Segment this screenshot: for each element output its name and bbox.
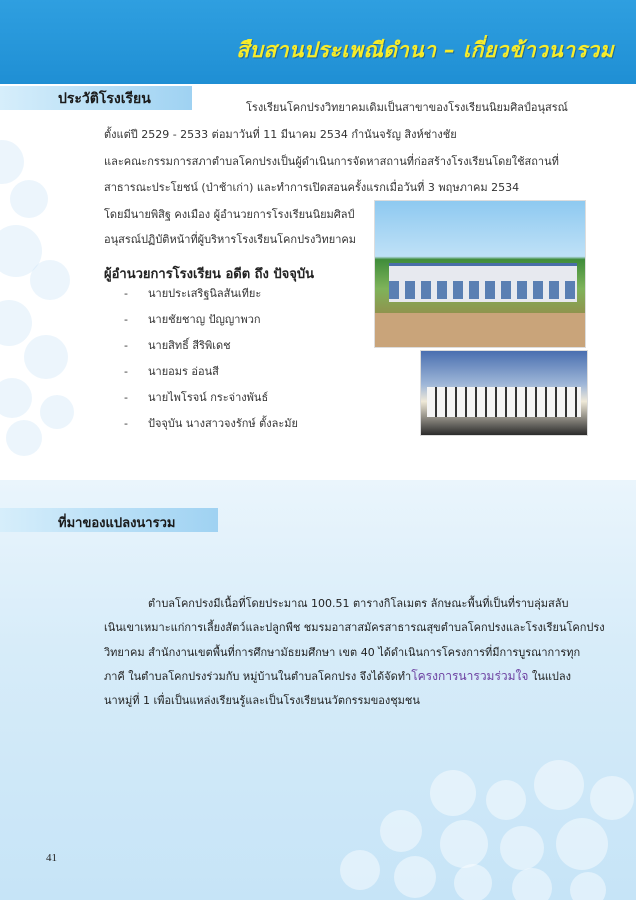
section-history-label: ประวัติโรงเรียน [58, 91, 151, 107]
origin-line-5: นาหมู่ที่ 1 เพื่อเป็นแหล่งเรียนรู้และเป็นโรงเรียนนวัตกรรมของชุมชน [104, 694, 420, 707]
directors-list [124, 284, 298, 440]
header-title: สืบสานประเพณีดำนา – เกี่ยวข้าวนารวม [236, 38, 614, 62]
section-origin-label: ที่มาของแปลงนารวม [58, 516, 176, 531]
list-item: - นายชัยชาญ ปัญญาพวก [124, 313, 261, 326]
history-line-1: โรงเรียนโคกปรงวิทยาคมเดิมเป็นสาขาของโรงเรียนนิยมศิลป์อนุสรณ์ [246, 101, 568, 114]
directors-heading: ผู้อำนวยการโรงเรียน อดีต ถึง ปัจจุบัน [104, 267, 315, 282]
list-item: - ปัจจุบัน นางสาวจงรักษ์ ตั้งละมัย [124, 417, 298, 430]
list-item: - นายไพโรจน์ กระจ่างพันธ์ [124, 391, 269, 404]
origin-line-1: ตำบลโคกปรงมีเนื้อที่โดยประมาณ 100.51 ตารางกิโลเมตร ลักษณะพื้นที่เป็นที่ราบลุ่มสลับ [148, 597, 569, 610]
lower-background [0, 480, 636, 900]
origin-line-2: เนินเขาเหมาะแก่การเลี้ยงสัตว์และปลูกพืช ชมรมอาสาสมัครสาธารณสุขตำบลโคกปรงและโรงเรียนโคกปรง [104, 621, 605, 634]
header-banner [0, 0, 636, 84]
page-number: 41 [46, 852, 57, 864]
history-line-6: อนุสรณ์ปฏิบัติหน้าที่ผู้บริหารโรงเรียนโคกปรงวิทยาคม [104, 233, 356, 246]
staff-group-photo [420, 350, 588, 436]
history-line-3: และคณะกรรมการสภาตำบลโคกปรงเป็นผู้ดำเนินการจัดหาสถานที่ก่อสร้างโรงเรียนโดยใช้สถานที่ [104, 155, 559, 168]
list-item: - นายสิทธิ์ สีริพิเดช [124, 339, 231, 352]
project-name: โครงการนารวมร่วมใจ [411, 669, 529, 683]
list-item: - นายอมร อ่อนสี [124, 365, 219, 378]
origin-line-4: ภาคี ในตำบลโคกปรงร่วมกับ หมู่บ้านในตำบลโคกปรง จึงได้จัดทำโครงการนารวมร่วมใจ ในแปลง [104, 669, 572, 683]
history-line-4: สาธารณะประโยชน์ (ป่าช้าเก่า) และทำการเปิดสอนครั้งแรกเมื่อวันที่ 3 พฤษภาคม 2534 [104, 181, 520, 194]
school-building-photo [374, 200, 586, 348]
history-line-5: โดยมีนายพิสิฐ คงเมือง ผู้อำนวยการโรงเรียนนิยมศิลป์ [104, 208, 355, 221]
list-item: - นายประเสริฐนิลสันเทียะ [124, 287, 262, 300]
origin-line-3: วิทยาคม สำนักงานเขตพื้นที่การศึกษามัธยมศึกษา เขต 40 ได้ดำเนินการโครงการที่มีการบูรณาการทุก [104, 646, 581, 659]
history-line-2: ตั้งแต่ปี 2529 - 2533 ต่อมาวันที่ 11 มีนาคม 2534 กำนันจรัญ สิงห์ช่างชัย [104, 128, 457, 141]
